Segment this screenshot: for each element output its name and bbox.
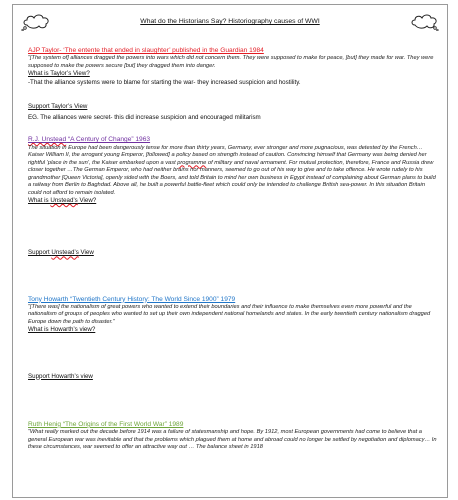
source-howarth (28, 296, 437, 381)
quote-flagged-word: programme (177, 159, 207, 166)
support-flagged-word: Unstead’s (51, 249, 79, 257)
support-answer: EG. The alliances were secret- this did increase suspicion and encouraged militarism (28, 114, 261, 122)
author-name: Ruth Henig (28, 420, 61, 428)
support-prompt: Support Taylor’s View (28, 102, 88, 110)
support-prompt (28, 249, 437, 257)
source-heading (28, 136, 437, 144)
source-title: “A Century of Change” 1963 (66, 136, 151, 144)
question-flagged-word: Unstead’s (50, 197, 78, 205)
source-quote (28, 145, 437, 198)
view-answer: -That the alliance systems were to blame for starting the war- they increased suspicion and hostility. (28, 78, 301, 86)
source-unstead (28, 136, 437, 257)
support-text: View (78, 249, 94, 257)
view-question: What is Howarth’s view? (28, 326, 96, 334)
quote-text: The situation in Europe had been dangerously tense for more than thirty years, Germany, ever stronger and more pugnacious, was detested by the French… Kaiser William II, the arrogant young Emperor, [followed] a policy based on strength instead of caution. Convincing himself that Germany was being denied her rightful ‘place in the sun’, the Kaiser embarked upon a vast (28, 144, 427, 166)
support-text: Support (28, 249, 52, 257)
worksheet-content (28, 47, 437, 452)
page-title: What do the Historians Say? Historiography causes of WWI (140, 18, 320, 25)
support-prompt: Support Howarth’s view (28, 372, 93, 380)
view-question: What is Taylor’s View? (28, 70, 90, 78)
source-title: “The Origins of the First World War” 1989 (61, 420, 184, 428)
source-heading (28, 421, 437, 429)
question-text: What is (28, 197, 51, 205)
view-question (28, 197, 437, 205)
source-quote: “[The system of] alliances dragged the powers into wars which did not concern them. They were supposed to make for peace, [but] they made for war. They were supposed to make the powers secure [but] they dragged them into danger. (28, 55, 434, 69)
author-name: R.J. Unstead (28, 136, 67, 144)
source-quote: “[There was] the nationalism of great powers who wanted to extend their boundaries and their influence to make themselves even more powerful and the nationalism of groups of peoples who wanted to set up their own independent national homelands and states. In the early twentieth century nationalism dragged Europe down the path to disaster.” (28, 303, 431, 325)
quote-text: of military and naval armament. For mutual protection, therefore, France and Russia drew closer together …The German Emperor, who had neither brains nor manners, seemed to go out of his way to give and to take offence. He wrote rudely to his grandmother [Queen Victoria], openly sided with the Boers, and told Britain to mind her own business in Egypt instead of complaining about German plans to build a railway from Berlin to Baghdad. Above all, he built a powerful battle-fleet which could only be intended to challenge British sea-power. In this situation Britain could not afford to remain isolated. (28, 159, 436, 196)
source-heading: Tony Howarth “Twentieth Century History: The World Since 1900” 1979 (28, 295, 236, 303)
question-text: View? (77, 197, 97, 205)
source-taylor (28, 47, 437, 122)
worksheet-page (12, 4, 448, 498)
source-henig (28, 421, 437, 452)
source-heading: AJP Taylor- ‘The entente that ended in slaughter’ published in the Guardian 1984 (28, 47, 264, 54)
source-quote: “What really marked out the decade before 1914 was a failure of statesmanship and hope. By 1912, most European governments had come to believe that a general European war was inevitable and that the problems which plagued them at home and abroad could no longer be settled by negotiation and diplomacy… In these circumstances, war seemed to offer an attractive way out … The balance sheet in 1918 (28, 429, 437, 451)
